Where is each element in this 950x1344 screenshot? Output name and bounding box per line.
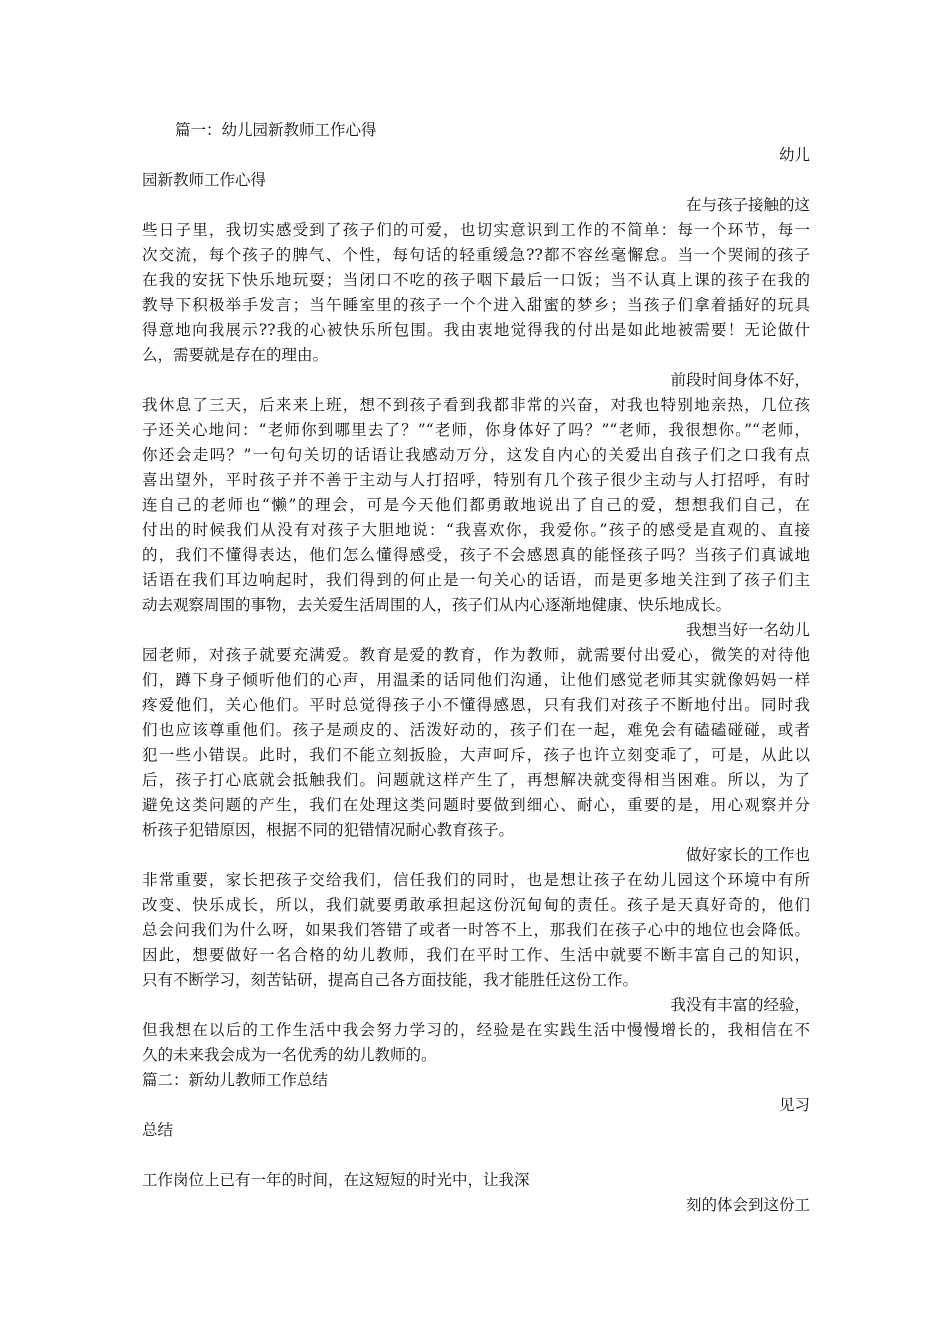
text-line: 总结 <box>142 1121 174 1139</box>
text-line: 们，蹲下身子倾听他们的心声，用温柔的话同他们沟通，让他们感觉老师其实就像妈妈一样 <box>142 671 810 689</box>
text-line: 总会问我们为什么呀，如果我们答错了或者一时答不上，那我们在孩子心中的地位也会降低。 <box>142 921 810 939</box>
text-line: 得意地向我展示??我的心被快乐所包围。我由衷地觉得我的付出是如此地被需要！无论做什 <box>142 321 810 339</box>
text-line: 改变、快乐成长，所以，我们就要勇敢承担起这份沉甸甸的责任。孩子是天真好奇的，他们 <box>142 896 810 914</box>
text-line: 在与孩子接触的这 <box>685 196 810 214</box>
text-line: 非常重要，家长把孩子交给我们，信任我们的同时，也是想让孩子在幼儿园这个环境中有所 <box>142 871 810 889</box>
text-line: 析孩子犯错原因，根据不同的犯错情况耐心教育孩子。 <box>142 821 515 839</box>
text-line: 你还会走吗？”一句句关切的话语让我感动万分，这发自内心的关爱出自孩子们之口我有点 <box>142 446 810 464</box>
text-line: 避免这类问题的产生，我们在处理这类问题时要做到细心、耐心，重要的是，用心观察并分 <box>142 796 810 814</box>
text-line: 付出的时候我们从没有对孩子大胆地说：“我喜欢你，我爱你。”孩子的感受是直观的、直接 <box>142 521 810 539</box>
text-line: 喜出望外，平时孩子并不善于主动与人打招呼，特别有几个孩子很少主动与人打招呼，有时 <box>142 471 810 489</box>
text-line: 的，我们不懂得表达，他们怎么懂得感受，孩子不会感恩真的能怪孩子吗？当孩子们真诚地 <box>142 546 810 564</box>
text-line: 做好家长的工作也 <box>685 846 810 864</box>
text-line: 话语在我们耳边响起时，我们得到的何止是一句关心的话语，而是更多地关注到了孩子们主 <box>142 571 810 589</box>
text-line: 园老师，对孩子就要充满爱。教育是爱的教育，作为教师，就需要付出爱心，微笑的对待他 <box>142 646 810 664</box>
text-line: 见习 <box>778 1096 810 1114</box>
text-line: 工作岗位上已有一年的时间，在这短短的时光中，让我深 <box>142 1171 530 1189</box>
text-line: 么，需要就是存在的理由。 <box>142 346 329 364</box>
text-line: 在我的安抚下快乐地玩耍；当闭口不吃的孩子咽下最后一口饭；当不认真上课的孩子在我的 <box>142 271 810 289</box>
text-line: 们也应该尊重他们。孩子是顽皮的、活泼好动的，孩子们在一起，难免会有磕磕碰碰，或者 <box>142 721 810 739</box>
text-line: 前段时间身体不好， <box>670 371 810 389</box>
text-line: 教导下积极举手发言；当午睡室里的孩子一个个进入甜蜜的梦乡；当孩子们拿着插好的玩具 <box>142 296 810 314</box>
text-line: 犯一些小错误。此时，我们不能立刻扳脸，大声呵斥，孩子也许立刻变乖了，可是，从此以 <box>142 746 810 764</box>
section-title-2: 篇二：新幼儿教师工作总结 <box>142 1071 329 1089</box>
text-line: 连自己的老师也“懒”的理会，可是今天他们都勇敢地说出了自己的爱，想想我们自己，在 <box>142 496 810 514</box>
text-line: 但我想在以后的工作生活中我会努力学习的，经验是在实践生活中慢慢增长的，我相信在不 <box>142 1021 810 1039</box>
text-line: 动去观察周围的事物，去关爱生活周围的人，孩子们从内心逐渐地健康、快乐地成长。 <box>142 596 732 614</box>
text-line: 因此，想要做好一名合格的幼儿教师，我们在平时工作、生活中就要不断丰富自己的知识， <box>142 946 810 964</box>
text-line: 久的未来我会成为一名优秀的幼儿教师的。 <box>142 1046 437 1064</box>
text-line: 次交流，每个孩子的脾气、个性，每句话的轻重缓急??都不容丝毫懈怠。当一个哭闹的孩子 <box>142 246 810 264</box>
text-line: 只有不断学习，刻苦钻研，提高自己各方面技能，我才能胜任这份工作。 <box>142 971 639 989</box>
text-line: 幼儿 <box>778 146 810 164</box>
section-title-1: 篇一：幼儿园新教师工作心得 <box>175 121 377 139</box>
text-line: 刻的体会到这份工 <box>685 1196 810 1214</box>
text-line: 子还关心地问：“老师你到哪里去了？”“老师，你身体好了吗？”“老师，我很想你。”“老师， <box>142 421 810 439</box>
text-line: 些日子里，我切实感受到了孩子们的可爱，也切实意识到工作的不简单：每一个环节，每一 <box>142 221 810 239</box>
text-line: 我想当好一名幼儿 <box>685 621 810 639</box>
text-line: 园新教师工作心得 <box>142 171 267 189</box>
text-line: 疼爱他们，关心他们。平时总觉得孩子小不懂得感恩，只有我们对孩子不断地付出。同时我 <box>142 696 810 714</box>
text-line: 我休息了三天，后来来上班，想不到孩子看到我都非常的兴奋，对我也特别地亲热，几位孩 <box>142 396 810 414</box>
text-line: 我没有丰富的经验， <box>670 996 810 1014</box>
text-line: 后，孩子打心底就会抵触我们。问题就这样产生了，再想解决就变得相当困难。所以，为了 <box>142 771 810 789</box>
